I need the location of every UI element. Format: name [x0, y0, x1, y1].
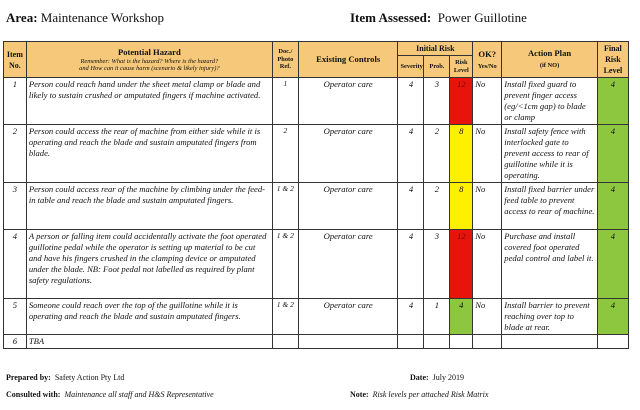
row-ok: No: [473, 299, 502, 335]
row-existing-controls: [298, 335, 398, 349]
row-existing-controls: Operator care: [298, 230, 398, 299]
row-ok: No: [473, 125, 502, 183]
col-action-plan: [502, 42, 598, 78]
row-final-risk: 4: [597, 78, 628, 125]
row-severity: 4: [398, 78, 424, 125]
area-value: Maintenance Workshop: [40, 10, 165, 25]
date-label: Date:: [410, 373, 429, 382]
row-final-risk: [597, 335, 628, 349]
row-hazard: TBA: [26, 335, 272, 349]
row-severity: 4: [398, 230, 424, 299]
row-probability: 3: [424, 230, 450, 299]
row-item-no: 6: [4, 335, 27, 349]
consulted-with-label: Consulted with:: [6, 390, 61, 399]
risk-assessment-table: [3, 41, 629, 349]
row-action-plan: Install fixed guard to prevent finger access (eg/<1cm gap) to blade or clamp: [502, 78, 598, 125]
col-doc-ref: Doc./ Photo Ref.: [272, 42, 298, 78]
row-risk-level: [450, 335, 473, 349]
col-ok-sub: Yes/No: [477, 62, 497, 70]
col-risk-level: Risk Level: [450, 56, 473, 78]
row-existing-controls: Operator care: [298, 183, 398, 230]
row-hazard: Person could reach hand under the sheet metal clamp or blade and likely to sustain crushed or amputated fingers if machine activated.: [26, 78, 272, 125]
col-ok-title: OK?: [478, 48, 497, 59]
row-item-no: 2: [4, 125, 27, 183]
table-row: [4, 335, 629, 349]
row-doc-ref: [272, 335, 298, 349]
row-ok: No: [473, 230, 502, 299]
row-severity: [398, 335, 424, 349]
area-header: [6, 10, 164, 26]
row-probability: 2: [424, 183, 450, 230]
row-probability: 3: [424, 78, 450, 125]
row-action-plan: Install fixed barrier under feed table to prevent access to rear of machine.: [502, 183, 598, 230]
row-item-no: 1: [4, 78, 27, 125]
col-final-risk: Final Risk Level: [597, 42, 628, 78]
row-risk-level: 8: [450, 183, 473, 230]
table-row: [4, 183, 629, 230]
row-doc-ref: 2: [272, 125, 298, 183]
col-ok: [473, 42, 502, 78]
row-doc-ref: 1: [272, 78, 298, 125]
assessment-date: [410, 373, 464, 382]
risk-note: [350, 390, 488, 399]
col-severity: Severity: [398, 56, 424, 78]
row-ok: [473, 335, 502, 349]
item-assessed-header: [350, 10, 527, 26]
item-assessed-label: Item Assessed:: [350, 10, 432, 25]
row-item-no: 5: [4, 299, 27, 335]
prepared-by-value: Safety Action Pty Ltd: [54, 373, 125, 382]
consulted-with-value: Maintenance all staff and H&S Representative: [64, 390, 214, 399]
row-action-plan: Install barrier to prevent reaching over top to blade at rear.: [502, 299, 598, 335]
row-doc-ref: 1 & 2: [272, 183, 298, 230]
row-hazard: A person or falling item could accidentally activate the foot operated guillotine pedal while the operator is setting up material to be cut and have his fingers crushed in the clamping device or amputated under the blade. NB: Foot pedal not labelled as required by plant safety regulations.: [26, 230, 272, 299]
row-existing-controls: Operator care: [298, 78, 398, 125]
row-item-no: 4: [4, 230, 27, 299]
row-action-plan: [502, 335, 598, 349]
row-action-plan: Install safety fence with interlocked gate to prevent access to rear of guillotine while it is operating.: [502, 125, 598, 183]
row-item-no: 3: [4, 183, 27, 230]
row-final-risk: 4: [597, 230, 628, 299]
row-severity: 4: [398, 183, 424, 230]
row-final-risk: 4: [597, 125, 628, 183]
col-hazard-title: Potential Hazard: [117, 46, 181, 57]
row-final-risk: 4: [597, 183, 628, 230]
row-ok: No: [473, 78, 502, 125]
row-existing-controls: Operator care: [298, 125, 398, 183]
col-potential-hazard: [26, 42, 272, 78]
row-ok: No: [473, 183, 502, 230]
prepared-by: [6, 373, 124, 382]
consulted-with: [6, 390, 214, 399]
row-severity: 4: [398, 125, 424, 183]
row-risk-level: 12: [450, 230, 473, 299]
row-doc-ref: 1 & 2: [272, 230, 298, 299]
row-risk-level: 8: [450, 125, 473, 183]
col-action-sub: (if NO): [539, 62, 560, 69]
table-row: [4, 78, 629, 125]
row-hazard: Person could access the rear of machine from either side while it is operating and reach the blade and sustain amputated fingers from blade.: [26, 125, 272, 183]
col-hazard-sub2: and How can it cause harm (scenario & likely injury)?: [79, 65, 220, 72]
area-label: Area:: [6, 10, 38, 25]
row-probability: 2: [424, 125, 450, 183]
row-risk-level: 12: [450, 78, 473, 125]
col-item-no: Item No.: [4, 42, 27, 78]
table-row: [4, 230, 629, 299]
col-probability: Prob.: [424, 56, 450, 78]
col-hazard-sub1: Remember: What is the hazard? Where is the hazard?: [80, 57, 219, 65]
row-risk-level: 4: [450, 299, 473, 335]
table-row: [4, 125, 629, 183]
date-value: July 2019: [432, 373, 464, 382]
note-value: Risk levels per attached Risk Matrix: [372, 390, 489, 399]
item-assessed-value: Power Guillotine: [437, 10, 527, 25]
row-hazard: Person could access rear of the machine by climbing under the feed-in table and reach the blade and sustain amputated fingers.: [26, 183, 272, 230]
row-doc-ref: 1 & 2: [272, 299, 298, 335]
table-row: [4, 299, 629, 335]
row-existing-controls: Operator care: [298, 299, 398, 335]
note-label: Note:: [350, 390, 369, 399]
prepared-by-label: Prepared by:: [6, 373, 51, 382]
col-existing-controls: Existing Controls: [298, 42, 398, 78]
row-final-risk: 4: [597, 299, 628, 335]
row-hazard: Someone could reach over the top of the guillotine while it is operating and reach the blade and sustain amputated fingers.: [26, 299, 272, 335]
row-severity: 4: [398, 299, 424, 335]
col-action-title: Action Plan: [527, 48, 572, 58]
row-probability: 1: [424, 299, 450, 335]
row-action-plan: Purchase and install covered foot operated pedal control and label it.: [502, 230, 598, 299]
col-initial-risk: Initial Risk: [398, 42, 473, 56]
row-probability: [424, 335, 450, 349]
